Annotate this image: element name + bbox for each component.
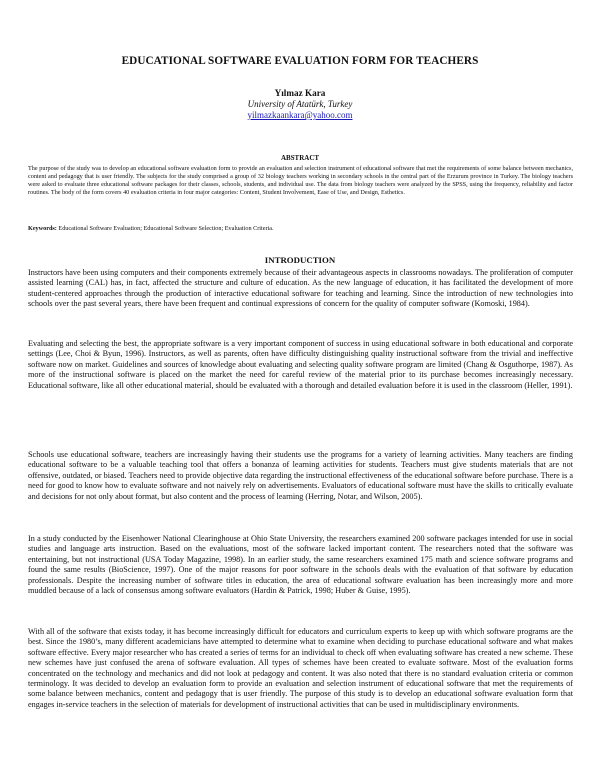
author-affiliation: University of Atatürk, Turkey — [247, 99, 353, 109]
abstract-heading: ABSTRACT — [280, 154, 320, 162]
intro-paragraph-2: Evaluating and selecting the best, the appropriate software is a very important component of success in using educational software in both educational and corporate settings (Lee, Choi & Byun, 1996). Instructors, as well as parents, often have difficulty distinguishing quality instructional software from the trivial and ineffective software now on market. Guidelines and sources of knowledge about evaluating and selecting quality software program are limited (Chang & Osguthorpe, 1987). As more of the instructional software is placed on the market the need for careful review of the material prior to its purchase becomes increasingly necessary. Educational software, like all other educational material, should be evaluated with a thorough and detailed evaluation before it is used in the classroom (Heller, 1991). — [28, 339, 573, 390]
keywords-label: Keywords: — [28, 225, 57, 232]
keywords-line — [28, 225, 573, 233]
author-email-link[interactable]: yilmazkaankara@yahoo.com — [247, 110, 353, 120]
intro-paragraph-1: Instructors have been using computers and their components extremely because of their advantageous aspects in classrooms nowadays. The proliferation of computer assisted learning (CAL) has, in fact, affected the structure and culture of education. As the new language of education, it has facilitated the development of more student-centered approaches through the production of interactive educational software for teaching and learning. Since the introduction of new technologies into schools over the past several years, there have been frequent and continual expressions of concern for the quality of computer software (Komoski, 1984). — [28, 268, 573, 309]
author-name: Yılmaz Kara — [274, 88, 326, 98]
keywords-text: Educational Software Evaluation; Educational Software Selection; Evaluation Criteria. — [58, 225, 274, 232]
intro-paragraph-5: With all of the software that exists today, it has become increasingly difficult for educators and curriculum experts to keep up with which software programs are the best. Since the 1980’s, many different academicians have attempted to determine what to examine when deciding to purchase educational software and what makes software effective. Every major researcher who has created a series of terms for an individual to check off when evaluating software has created a new scheme. These new schemes have just confused the arena of software evaluation. All types of schemes have been created to evaluate software. Most of the evaluation forms concentrated on the technology and mechanics and did not look at pedagogy and content. It was also noted that there is no standard evaluation criteria or common terminology. It was decided to develop an evaluation form to provide an evaluation and selection instrument of educational software that met the requirements of some balance between mechanics, content and pedagogy that is user friendly. The purpose of this study is to develop an educational software evaluation form that engages in-service teachers in the selection of materials for development of instructional activities that can be used in multidisciplinary environments. — [28, 627, 573, 709]
introduction-heading: INTRODUCTION — [264, 255, 336, 265]
author-email-line — [0, 110, 600, 120]
intro-paragraph-3: Schools use educational software, teachers are increasingly having their students use the programs for a variety of learning activities. Many teachers are finding educational software to be a valuable teaching tool that offers a bonanza of learning activities for students. Teachers must give students materials that are not offensive, outdated, or biased. Teachers need to provide objective data regarding the instructional effectiveness of the educational software before purchase. There is a need for good to know how to evaluate software and not naively rely on advertisements. Evaluators of educational software must have the skills to critically evaluate and decisions for not only about format, but also content and the process of learning (Herring, Notar, and Wilson, 2005). — [28, 450, 573, 501]
paper-title: EDUCATIONAL SOFTWARE EVALUATION FORM FOR TEACHERS — [121, 55, 479, 67]
intro-paragraph-4: In a study conducted by the Eisenhower National Clearinghouse at Ohio State University, the researchers examined 200 software packages intended for use in social studies and language arts instruction. Based on the evaluations, most of the software lacked important content. The researchers noted that the software was entertaining, but not instructional (USA Today Magazine, 1998). In an earlier study, the same researchers examined 175 math and science software programs and found the same results (BioScience, 1997). One of the major reasons for poor software in the schools deals with the evaluation of that software by education professionals. Despite the increasing number of software titles in education, the area of educational software evaluation has been increasingly more and more muddled because of a lack of consensus among software evaluators (Hardin & Patrick, 1998; Huber & Guise, 1995). — [28, 534, 573, 596]
abstract-text: The purpose of the study was to develop an educational software evaluation form to provide an evaluation and selection instrument of educational software that met the requirements of some balance between mechanics, content and pedagogy that is user friendly. The subjects for the study comprised a group of 32 biology teachers working in secondary schools in the central part of the Erzurum province in Turkey. The biology teachers were asked to evaluate three educational software packages for their classes, schools, students, and individual use. The data from biology teachers were analyzed by the SPSS, using the frequency, reliability and factor routines. The body of the form covers 40 evaluation criteria in four major categories: Content, Student Involvement, Ease of Use, and Design, Esthetics. — [28, 165, 573, 197]
